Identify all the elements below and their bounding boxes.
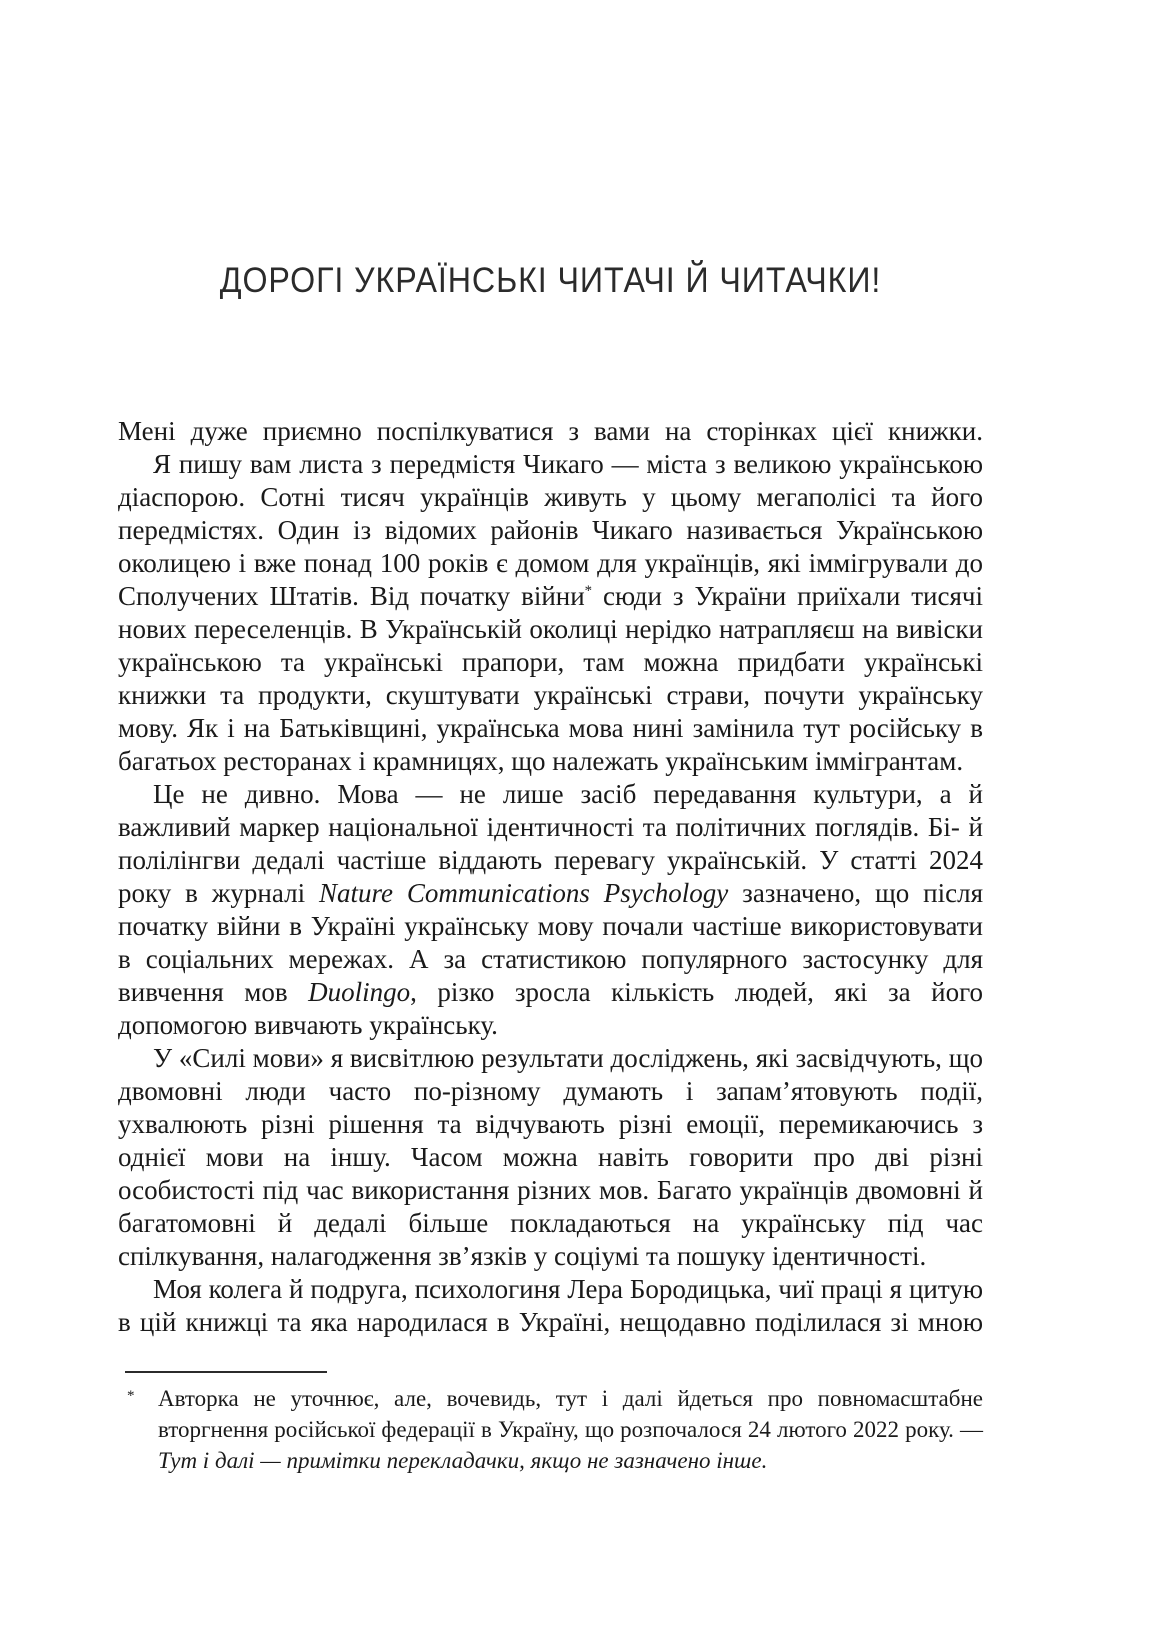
body-text bbox=[118, 415, 983, 1339]
footnote-rule bbox=[125, 1371, 327, 1373]
footnote-text bbox=[158, 1386, 983, 1473]
paragraph bbox=[118, 1273, 983, 1339]
text-run: зазначено, що після початку війни в Україні українську мову почали частіше використовувати в соціальних мережах. А за статистикою популярного застосунку для вивчення мов bbox=[118, 878, 983, 1007]
footnote-reference: * bbox=[584, 583, 593, 599]
text-run: Це не дивно. Мова — не лише засіб передавання культури, а й важливий маркер національної ідентичності та політичних поглядів. Бі- й полілінгви дедалі частіше віддають перевагу українській. У статті 2024 року в журналі bbox=[118, 779, 983, 908]
text-run: Тут і далі — примітки перекладачки, якщо не зазначено інше. bbox=[158, 1448, 768, 1473]
text-run: У «Силі мови» я висвітлюю результати досліджень, які засвідчують, що двомовні люди часто по-різному думають і запам’ятовують події, ухвалюють різні рішення та відчувають різні емоції, перемикаючись з однієї мови на іншу. Часом можна навіть говорити про дві різні особистості під час використання різних мов. Багато українців двомовні й багатомовні й дедалі більше покладаються на українську під час спілкування, налагодження зв’язків у соціумі та пошуку ідентичності. bbox=[118, 1043, 983, 1271]
text-run: Моя колега й подруга, психологиня Лера Бородицька, чиї праці я цитую в цій книжці та яка народилася в Україні, нещодавно поділилася зі мною bbox=[118, 1274, 983, 1337]
text-run: Я пишу вам листа з передмістя Чикаго — міста з великою українською діаспорою. Сотні тисяч українців живуть у цьому мегаполісі та його передмістях. Один із відомих районів Чикаго називається Українською околицею і вже понад 100 років є домом для українців, які іммігрували до Сполучених Штатів. Від початку війни bbox=[118, 449, 983, 611]
text-run: , різко зросла кількість людей, які за його допомогою вивчають українську. bbox=[118, 977, 983, 1040]
footnote-marker: * bbox=[127, 1388, 135, 1404]
text-run: Nature Communications Psychology bbox=[318, 878, 729, 908]
text-run: Duolingo bbox=[308, 977, 411, 1007]
paragraph bbox=[118, 415, 983, 448]
text-run: Мені дуже приємно поспілкуватися з вами на сторінках цієї книжки. bbox=[118, 416, 983, 446]
footnote bbox=[118, 1371, 983, 1476]
page-title: ДОРОГІ УКРАЇНСЬКІ ЧИТАЧІ Й ЧИТАЧКИ! bbox=[219, 261, 882, 300]
text-run: Авторка не уточнює, але, вочевидь, тут і далі йдеться про повномасштабне вторгнення російської федерації в Україну, що розпочалося 24 лютого 2022 року. — bbox=[158, 1386, 983, 1442]
paragraph bbox=[118, 1042, 983, 1273]
text-column bbox=[118, 0, 983, 1476]
text-run: сюди з України приїхали тисячі нових переселенців. В Українській околиці нерідко натрапляєш на вивіски українською та українські прапори, там можна придбати українські книжки та продукти, скуштувати українські страви, почути українську мову. Як і на Батьківщині, українська мова нині замінила тут російську в багатьох ресторанах і крамницях, що належать українським іммігрантам. bbox=[118, 581, 983, 776]
paragraph bbox=[118, 778, 983, 1042]
footnote-body bbox=[118, 1383, 983, 1476]
paragraph bbox=[118, 448, 983, 778]
